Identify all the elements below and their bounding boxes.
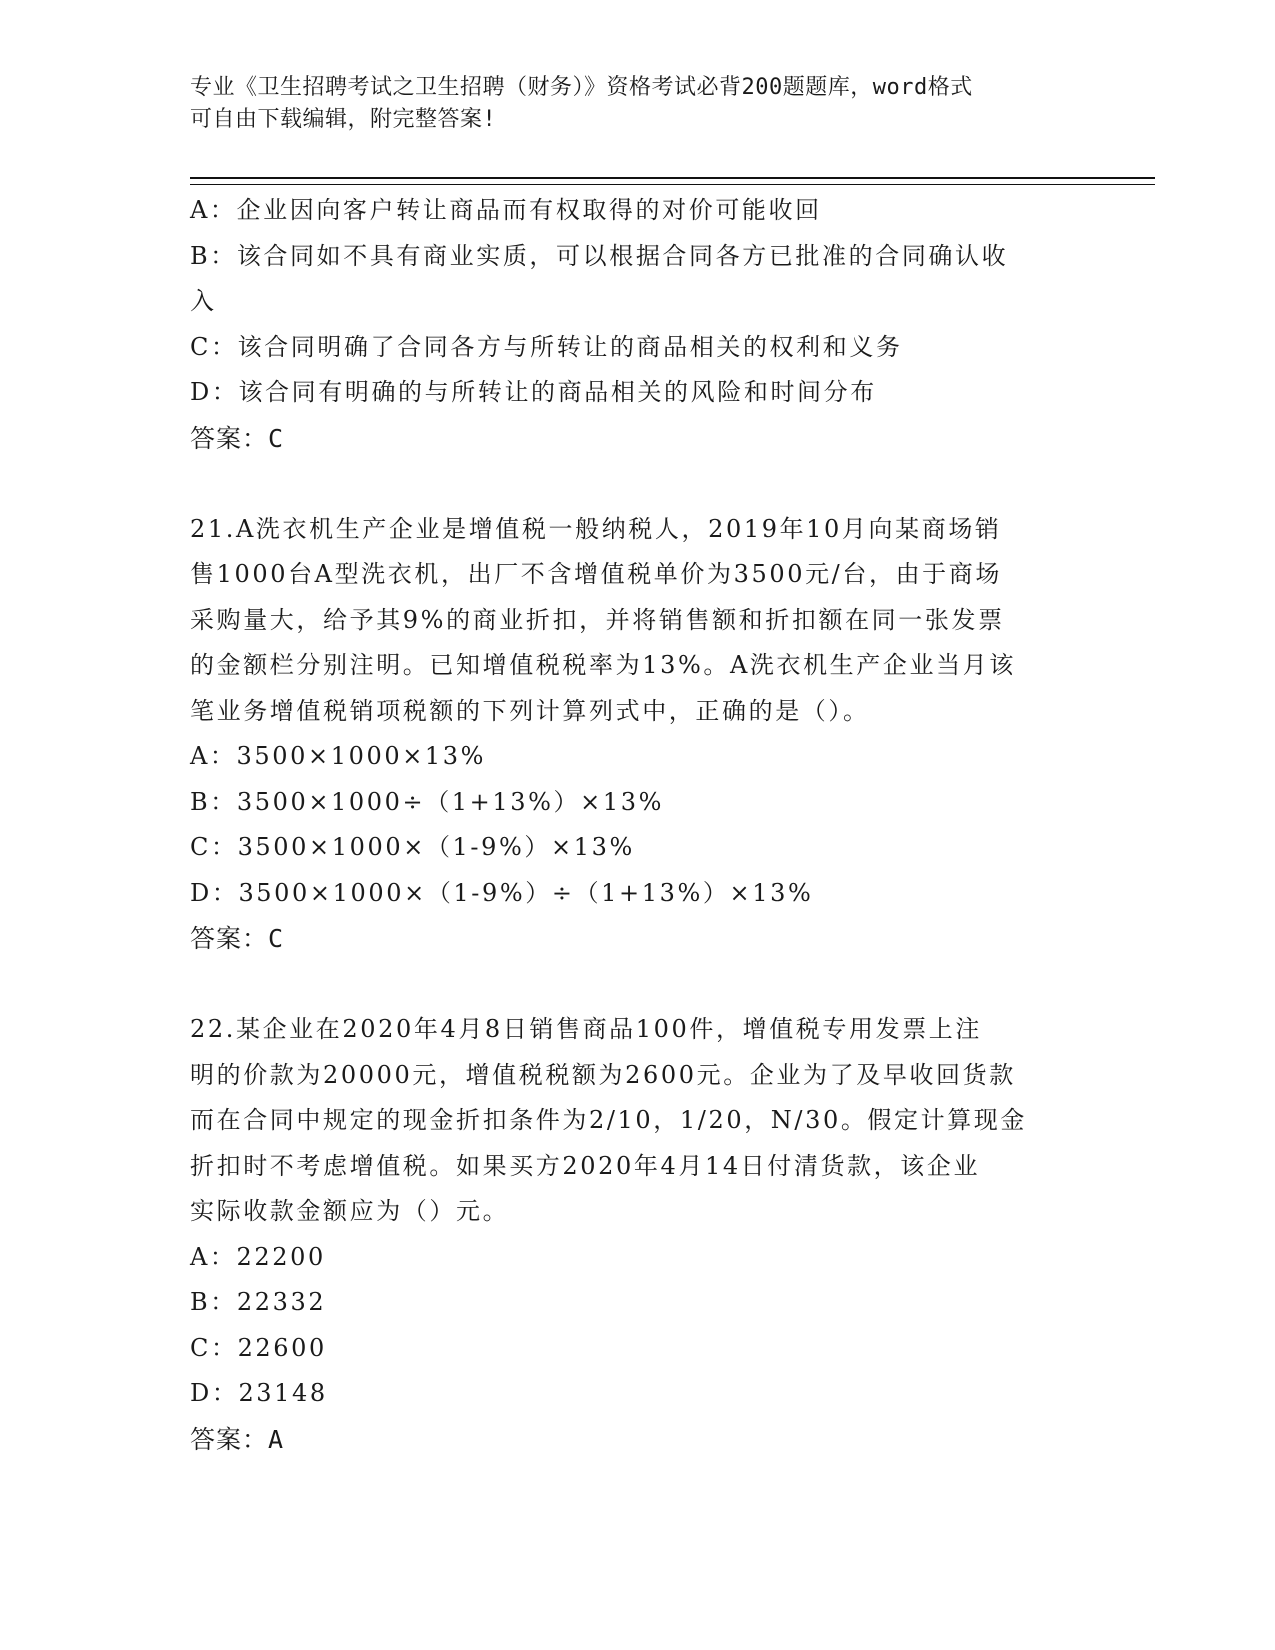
q21-answer: 答案：C — [190, 924, 285, 953]
q22-stem-line-3: 而在合同中规定的现金折扣条件为2/10，1/20，N/30。假定计算现金 — [190, 1106, 1028, 1134]
header-divider-thin — [190, 184, 1155, 185]
q22-stem-line-5: 实际收款金额应为（）元。 — [190, 1197, 510, 1225]
question-22-block — [190, 1007, 1090, 1462]
q22-answer: 答案：A — [190, 1424, 285, 1454]
document-header — [190, 72, 1070, 136]
q21-option-d: D：3500×1000×（1-9%）÷（1+13%）×13% — [190, 878, 814, 907]
q21-option-a: A：3500×1000×13% — [190, 742, 487, 770]
q22-option-b: B：22332 — [190, 1288, 327, 1316]
q21-option-b: B：3500×1000÷（1+13%）×13% — [190, 787, 664, 816]
spacer — [190, 461, 1090, 507]
q22-stem-line-1: 22.某企业在2020年4月8日销售商品100件，增值税专用发票上注 — [190, 1015, 982, 1043]
q21-stem-line-2: 售1000台A型洗衣机，出厂不含增值税单价为3500元/台，由于商场 — [190, 560, 1002, 588]
q22-option-a: A：22200 — [190, 1242, 326, 1271]
header-title-line-1: 专业《卫生招聘考试之卫生招聘（财务）》资格考试必背200题题库，word格式 — [190, 75, 973, 100]
q21-stem-line-1: 21.A洗衣机生产企业是增值税一般纳税人，2019年10月向某商场销 — [190, 514, 1002, 543]
q21-stem-line-4: 的金额栏分别注明。已知增值税税率为13%。A洗衣机生产企业当月该 — [190, 651, 1016, 679]
q21-stem-line-3: 采购量大，给予其9%的商业折扣，并将销售额和折扣额在同一张发票 — [190, 605, 1005, 634]
q21-stem-line-5: 笔业务增值税销项税额的下列计算列式中，正确的是（）。 — [190, 696, 870, 725]
q20-option-b-line-2: 入 — [190, 287, 217, 315]
q22-stem-line-4: 折扣时不考虑增值税。如果买方2020年4月14日付清货款，该企业 — [190, 1151, 981, 1180]
question-21-block — [190, 507, 1090, 962]
question-20-block — [190, 188, 1090, 461]
q20-option-b-line-1: B：该合同如不具有商业实质，可以根据合同各方已批准的合同确认收 — [190, 241, 1009, 270]
q22-option-d: D：23148 — [190, 1379, 328, 1407]
q20-option-d: D：该合同有明确的与所转让的商品相关的风险和时间分布 — [190, 378, 877, 406]
q20-option-c: C：该合同明确了合同各方与所转让的商品相关的权利和义务 — [190, 332, 903, 361]
spacer — [190, 962, 1090, 1008]
q21-option-c: C：3500×1000×（1-9%）×13% — [190, 833, 635, 861]
q20-option-a: A：企业因向客户转让商品而有权取得的对价可能收回 — [190, 196, 822, 224]
q22-stem-line-2: 明的价款为20000元，增值税税额为2600元。企业为了及早收回货款 — [190, 1060, 1016, 1089]
q22-option-c: C：22600 — [190, 1333, 327, 1362]
header-divider-thick — [190, 177, 1155, 179]
header-title-line-2: 可自由下载编辑，附完整答案! — [190, 107, 497, 132]
question-content — [190, 188, 1090, 1462]
q20-answer: 答案：C — [190, 423, 285, 453]
